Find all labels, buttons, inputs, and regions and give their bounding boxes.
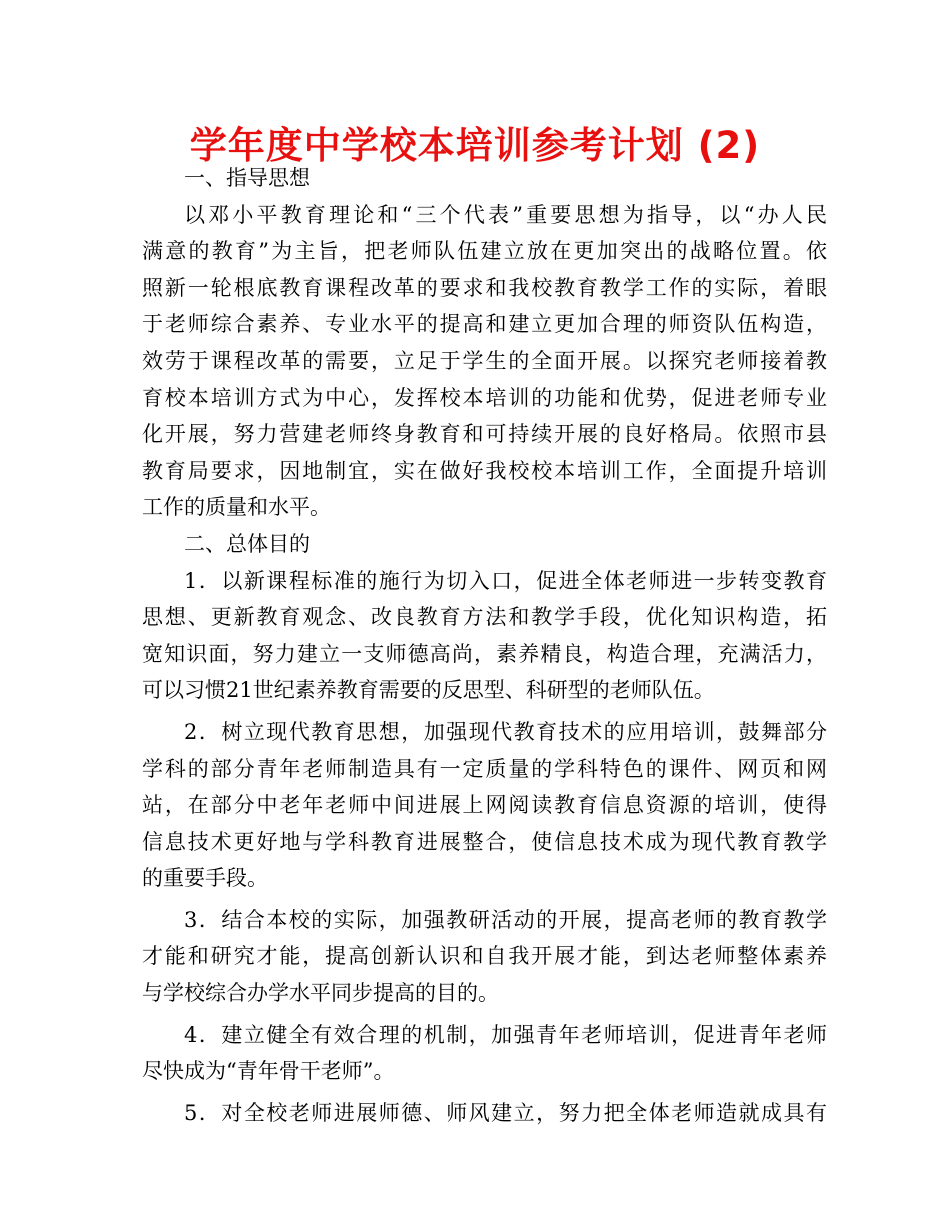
paragraph-guiding-ideology xyxy=(142,197,827,526)
paragraph-line: 3．结合本校的实际，加强教研活动的开展，提高老师的教育教学 xyxy=(184,907,827,932)
paragraph-line: 于老师综合素养、专业水平的提高和建立更加合理的师资队伍构造， xyxy=(142,312,827,337)
goal-item-5 xyxy=(142,1095,827,1132)
paragraph-line: 4．建立健全有效合理的机制，加强青年老师培训，促进青年老师 xyxy=(184,1022,827,1047)
document-title: 学年度中学校本培训参考计划 (2) xyxy=(189,124,761,167)
paragraph-line: 1．以新课程标准的施行为切入口，促进全体老师进一步转变教育 xyxy=(184,568,827,593)
paragraph-line: 思想、更新教育观念、改良教育方法和教学手段，优化知识构造，拓 xyxy=(142,605,827,630)
paragraph-line: 满意的教育”为主旨，把老师队伍建立放在更加突出的战略位置。依 xyxy=(142,239,827,264)
paragraph-line: 育校本培训方式为中心，发挥校本培训的功能和优势，促进老师专业 xyxy=(142,385,827,410)
paragraph-line: 站，在部分中老年老师中间进展上网阅读教育信息资源的培训，使得 xyxy=(142,793,827,818)
paragraph-line: 5．对全校老师进展师德、师风建立，努力把全体老师造就成具有 xyxy=(184,1100,827,1125)
paragraph-line: 可以习惯21世纪素养教育需要的反思型、科研型的老师队伍。 xyxy=(142,678,715,703)
paragraph-line: 尽快成为“青年骨干老师”。 xyxy=(142,1059,395,1084)
paragraph-line: 与学校综合办学水平同步提高的目的。 xyxy=(142,981,499,1006)
paragraph-line: 以邓小平教育理论和“三个代表”重要思想为指导，以“办人民 xyxy=(184,202,827,227)
paragraph-line: 才能和研究才能，提高创新认识和自我开展才能，到达老师整体素养 xyxy=(142,944,827,969)
goal-item-1 xyxy=(142,563,827,709)
goal-item-3 xyxy=(142,902,827,1012)
paragraph-line: 教育局要求，因地制宜，实在做好我校校本培训工作，全面提升培训 xyxy=(142,458,827,483)
paragraph-line: 宽知识面，努力建立一支师德高尚，素养精良，构造合理，充满活力， xyxy=(142,641,827,666)
paragraph-line: 化开展，努力营建老师终身教育和可持续开展的良好格局。依照市县 xyxy=(142,422,827,447)
paragraph-line: 工作的质量和水平。 xyxy=(142,495,331,520)
paragraph-line: 2．树立现代教育思想，加强现代教育技术的应用培训，鼓舞部分 xyxy=(184,719,827,744)
paragraph-line: 信息技术更好地与学科教育进展整合，使信息技术成为现代教育教学 xyxy=(142,829,827,854)
document-body xyxy=(142,160,827,1131)
paragraph-line: 效劳于课程改革的需要，立足于学生的全面开展。以探究老师接着教 xyxy=(142,348,827,373)
paragraph-line: 的重要手段。 xyxy=(142,866,268,891)
section-heading-guiding-ideology: 一、指导思想 xyxy=(184,166,310,190)
paragraph-line: 照新一轮根底教育课程改革的要求和我校教育教学工作的实际，着眼 xyxy=(142,275,827,300)
goal-item-2 xyxy=(142,714,827,897)
paragraph-line: 学科的部分青年老师制造具有一定质量的学科特色的课件、网页和网 xyxy=(142,756,827,781)
goal-item-4 xyxy=(142,1017,827,1090)
section-heading-overall-goals: 二、总体目的 xyxy=(184,531,310,556)
